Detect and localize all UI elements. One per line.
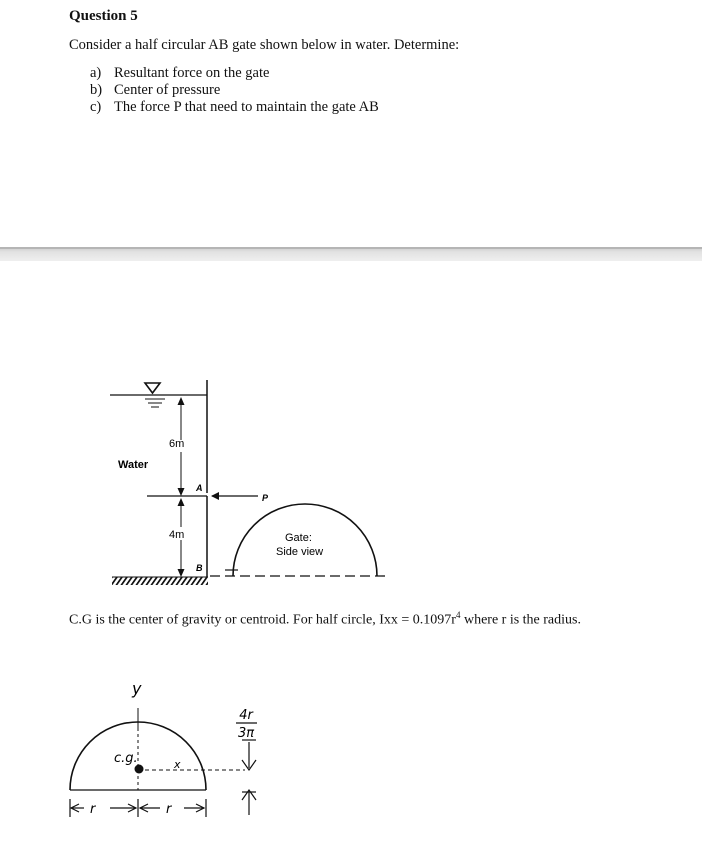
depth-label-4m: 4m	[169, 529, 185, 541]
note-text: C.G is the center of gravity or centroid. For half circle, Ixx = 0.1097r	[69, 612, 456, 628]
y-axis-label: y	[132, 679, 142, 698]
list-marker: a)	[90, 65, 102, 81]
water-label: Water	[118, 459, 149, 471]
gate-label-line2: Side view	[276, 546, 324, 558]
list-marker: b)	[90, 82, 103, 98]
question-title: Question 5	[69, 8, 138, 24]
question-intro: Consider a half circular AB gate shown below in water. Determine:	[69, 37, 460, 53]
note-superscript: 4	[455, 610, 461, 620]
fraction-numerator: 4r	[239, 708, 253, 723]
note-text-after: where r is the radius.	[460, 612, 581, 628]
point-b-label: B	[196, 563, 203, 573]
fraction-denominator: 3π	[237, 726, 255, 741]
radius-label-left: r	[90, 802, 96, 817]
list-text: Center of pressure	[114, 82, 221, 98]
gate-label-line1: Gate:	[285, 532, 312, 544]
list-text: Resultant force on the gate	[114, 65, 270, 81]
x-axis-label: x	[174, 758, 181, 771]
point-a-label: A	[196, 483, 203, 493]
half-circle-outline	[70, 722, 206, 790]
list-text: The force P that need to maintain the gate AB	[114, 99, 379, 115]
force-p-label: P	[262, 493, 269, 503]
radius-label-right: r	[166, 802, 172, 817]
cg-label: c.g.	[114, 751, 138, 766]
depth-label-6m: 6m	[169, 438, 185, 450]
list-marker: c)	[90, 99, 102, 115]
centroid-height-dimension	[242, 740, 256, 815]
